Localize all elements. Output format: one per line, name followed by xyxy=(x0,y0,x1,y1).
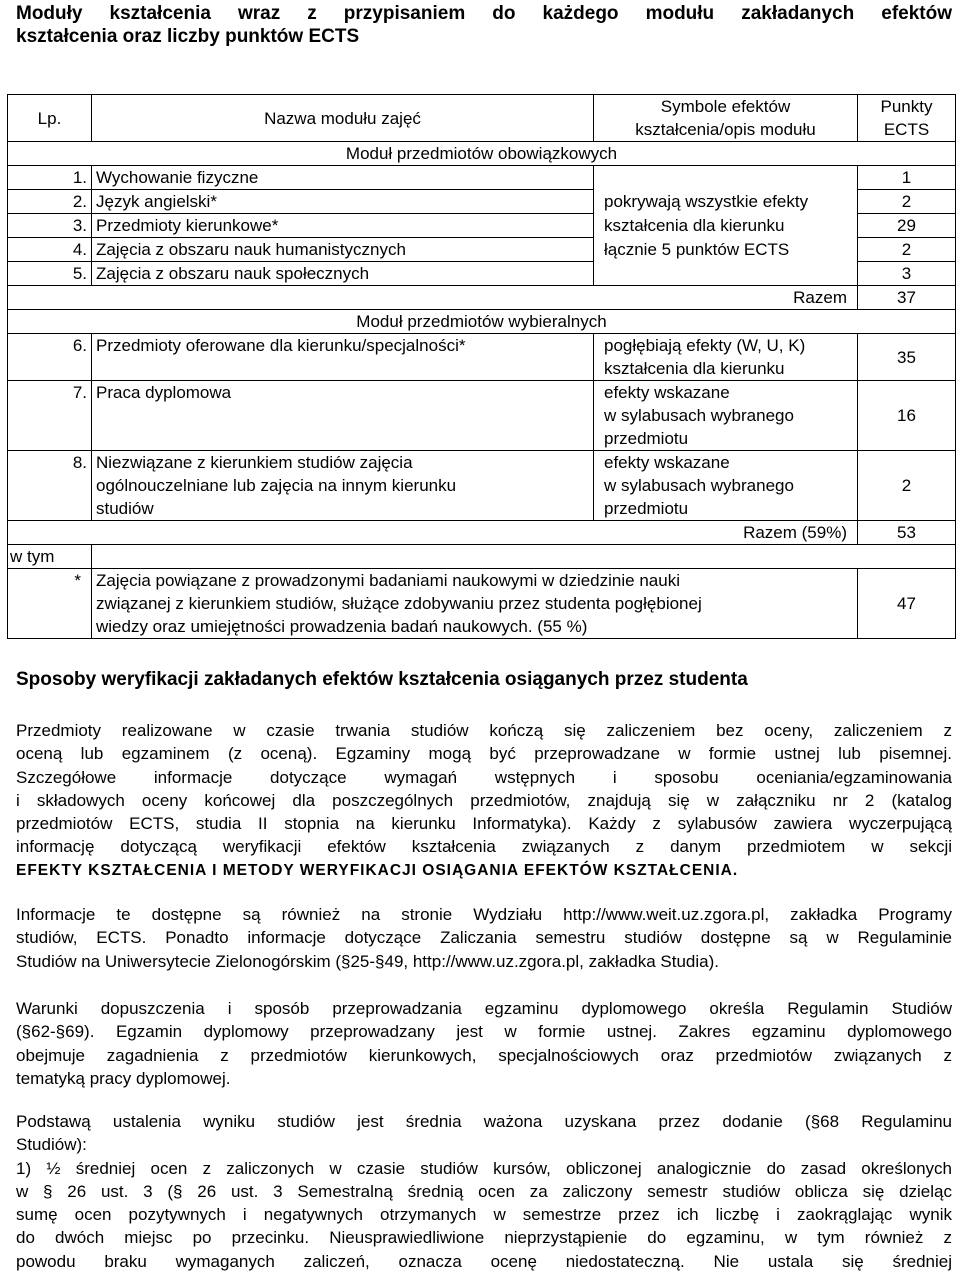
footnote-mark: * xyxy=(8,569,92,639)
row-symbols xyxy=(594,262,858,286)
footnote-line2: związanej z kierunkiem studiów, służące zdobywaniu przez studenta pogłębionej xyxy=(96,594,702,613)
table-row xyxy=(8,381,956,451)
total-required-label: Razem xyxy=(8,286,858,310)
required-symbols-line1: pokrywają wszystkie efekty xyxy=(594,190,858,214)
row-name: Język angielski* xyxy=(92,190,594,214)
p3-line: (§62-§69). Egzamin dyplomowy przeprowadzany jest w formie ustnej. Zakres egzaminu dyplomowego xyxy=(16,1022,952,1042)
row-ects: 2 xyxy=(858,238,956,262)
row-ects: 2 xyxy=(858,451,956,521)
row-lp: 2. xyxy=(8,190,92,214)
p1-caps-line: EFEKTY KSZTAŁCENIA I METODY WERYFIKACJI OSIĄGANIA EFEKTÓW KSZTAŁCENIA. xyxy=(16,861,739,879)
paragraph-3 xyxy=(16,997,952,1090)
row-symbols-line2: w sylabusach wybranego xyxy=(604,476,794,495)
row-lp: 3. xyxy=(8,214,92,238)
p1-line: Szczegółowe informacje dotyczące wymagań wstępnych i sposobu oceniania/egzaminowania xyxy=(16,767,952,787)
p4-line: 1) ½ średniej ocen z zaliczonych w czasie studiów kursów, obliczonej analogicznie do zasad określonych xyxy=(16,1158,952,1178)
row-name: Przedmioty oferowane dla kierunku/specjalności* xyxy=(92,334,594,381)
module-required-row xyxy=(8,142,956,166)
row-lp: 4. xyxy=(8,238,92,262)
row-ects: 16 xyxy=(858,381,956,451)
p1-line: przedmiotów ECTS, studia II stopnia na kierunku Informatyka). Każdy z sylabusów zawiera wyczerpującą xyxy=(16,814,952,834)
row-symbols xyxy=(594,334,858,381)
table-row xyxy=(8,238,956,262)
table-row xyxy=(8,334,956,381)
row-symbols-line2: w sylabusach wybranego xyxy=(604,406,794,425)
row-name xyxy=(92,451,594,521)
row-ects: 29 xyxy=(858,214,956,238)
row-name-line1: Niezwiązane z kierunkiem studiów zajęcia xyxy=(96,453,413,472)
row-name: Praca dyplomowa xyxy=(92,381,594,451)
table-row xyxy=(8,214,956,238)
w-tym-label: w tym xyxy=(8,545,92,569)
title-line-2: kształcenia oraz liczby punktów ECTS xyxy=(16,26,360,47)
p1-line: Przedmioty realizowane w czasie trwania studiów kończą się zaliczeniem bez oceny, zaliczeniem z xyxy=(16,721,952,740)
header-symbols-line1: Symbole efektów xyxy=(660,97,791,116)
p3-line: tematyką pracy dyplomowej. xyxy=(16,1068,231,1088)
row-lp: 1. xyxy=(8,166,92,190)
paragraph-2 xyxy=(16,903,952,973)
row-lp: 7. xyxy=(8,381,92,451)
table-row xyxy=(8,451,956,521)
row-symbols-line3: przedmiotu xyxy=(604,499,689,518)
header-ects-line2: ECTS xyxy=(883,120,930,139)
row-lp: 5. xyxy=(8,262,92,286)
paragraph-4 xyxy=(16,1110,952,1273)
modules-table xyxy=(7,94,956,639)
p2-line: Informacje te dostępne są również na stronie Wydziału http://www.weit.uz.zgora.pl, zakładka Programy xyxy=(16,905,952,924)
p4-line: do dwóch miejsc po przecinku. Nieusprawiedliwione nieprzystąpienie do egzaminu, w tym również z xyxy=(16,1228,952,1248)
header-ects-line1: Punkty xyxy=(880,97,933,116)
paragraph-1 xyxy=(16,719,952,882)
row-symbols-line3: przedmiotu xyxy=(604,429,689,448)
required-symbols-line2: kształcenia dla kierunku xyxy=(594,214,858,238)
w-tym-empty xyxy=(92,545,956,569)
table-row xyxy=(8,262,956,286)
row-name: Wychowanie fizyczne xyxy=(92,166,594,190)
p4-line: Podstawą ustalenia wyniku studiów jest średnia ważona uzyskana przez dodanie (§68 Regulaminu xyxy=(16,1112,952,1131)
row-symbols-line1: efekty wskazane xyxy=(604,453,730,472)
p2-line: studiów, ECTS. Ponadto informacje dotyczące Zaliczania semestru studiów dostępne są w Regulaminie xyxy=(16,928,952,948)
section-heading: Sposoby weryfikacji zakładanych efektów kształcenia osiąganych przez studenta xyxy=(16,669,748,690)
footnote-line3: wiedzy oraz umiejętności prowadzenia badań naukowych. (55 %) xyxy=(96,617,588,636)
row-name: Zajęcia z obszaru nauk humanistycznych xyxy=(92,238,594,262)
title-line-1: Moduły kształcenia wraz z przypisaniem do każdego modułu zakładanych efektów xyxy=(16,3,952,24)
w-tym-row xyxy=(8,545,956,569)
total-required-value: 37 xyxy=(858,286,956,310)
row-symbols-line1: pogłębiają efekty (W, U, K) xyxy=(604,336,806,355)
p4-line: sumę ocen pozytywnych i negatywnych otrzymanych w semestrze przez ich liczbę i zaokrąglając wynik xyxy=(16,1205,952,1225)
row-lp: 6. xyxy=(8,334,92,381)
p4-line: Studiów): xyxy=(16,1135,87,1155)
row-ects: 3 xyxy=(858,262,956,286)
p4-line: powodu braku wymaganych zaliczeń, oznacza ocenę niedostateczną. Nie ustala się średniej xyxy=(16,1251,952,1271)
p2-line: Studiów na Uniwersytecie Zielonogórskim (§25-§49, http://www.uz.zgora.pl, zakładka Studia). xyxy=(16,951,720,971)
header-lp: Lp. xyxy=(8,95,92,142)
row-ects: 35 xyxy=(858,334,956,381)
module-elective-label: Moduł przedmiotów wybieralnych xyxy=(8,310,956,334)
module-elective-row xyxy=(8,310,956,334)
table-header-row xyxy=(8,95,956,142)
row-name-line3: studiów xyxy=(96,499,154,518)
row-symbols xyxy=(594,166,858,190)
page-title xyxy=(16,2,952,48)
header-symbols-line2: kształcenia/opis modułu xyxy=(635,120,816,139)
total-elective-row xyxy=(8,521,956,545)
row-lp: 8. xyxy=(8,451,92,521)
row-symbols-line1: efekty wskazane xyxy=(604,383,730,402)
footnote-row xyxy=(8,569,956,639)
p3-line: Warunki dopuszczenia i sposób przeprowadzania egzaminu dyplomowego określa Regulamin Studiów xyxy=(16,999,952,1018)
row-name: Zajęcia z obszaru nauk społecznych xyxy=(92,262,594,286)
module-required-label: Moduł przedmiotów obowiązkowych xyxy=(8,142,956,166)
footnote-line1: Zajęcia powiązane z prowadzonymi badaniami naukowymi w dziedzinie nauki xyxy=(96,571,680,590)
total-required-row xyxy=(8,286,956,310)
header-name: Nazwa modułu zajęć xyxy=(92,95,594,142)
table-row xyxy=(8,190,956,214)
row-name: Przedmioty kierunkowe* xyxy=(92,214,594,238)
table-row xyxy=(8,166,956,190)
row-ects: 2 xyxy=(858,190,956,214)
footnote-text xyxy=(92,569,858,639)
p3-line: obejmuje zagadnienia z przedmiotów kierunkowych, specjalnościowych oraz przedmiotów związanych z xyxy=(16,1045,952,1065)
document-page xyxy=(10,0,952,1271)
p1-line: informację dotyczącą weryfikacji efektów kształcenia związanych z danym przedmiotem w sekcji xyxy=(16,837,952,857)
row-symbols xyxy=(594,451,858,521)
footnote-ects: 47 xyxy=(858,569,956,639)
row-symbols xyxy=(594,381,858,451)
p1-line: i składowych oceny końcowej dla poszczególnych przedmiotów, znajdują się w załączniku nr 2 (katalog xyxy=(16,790,952,810)
header-ects xyxy=(858,95,956,142)
total-elective-label: Razem (59%) xyxy=(8,521,858,545)
p4-line: w § 26 ust. 3 (§ 26 ust. 3 Semestralną średnią ocen za zaliczony semestr studiów oblicza się dzieląc xyxy=(16,1181,952,1201)
row-ects: 1 xyxy=(858,166,956,190)
total-elective-value: 53 xyxy=(858,521,956,545)
row-name-line2: ogólnouczelniane lub zajęcia na innym kierunku xyxy=(96,476,457,495)
header-symbols xyxy=(594,95,858,142)
required-symbols-line3: łącznie 5 punktów ECTS xyxy=(594,238,858,262)
row-symbols-line2: kształcenia dla kierunku xyxy=(604,359,785,378)
p1-line: oceną lub egzaminem (z oceną). Egzaminy mogą być przeprowadzane w formie ustnej lub pisemnej. xyxy=(16,744,952,764)
